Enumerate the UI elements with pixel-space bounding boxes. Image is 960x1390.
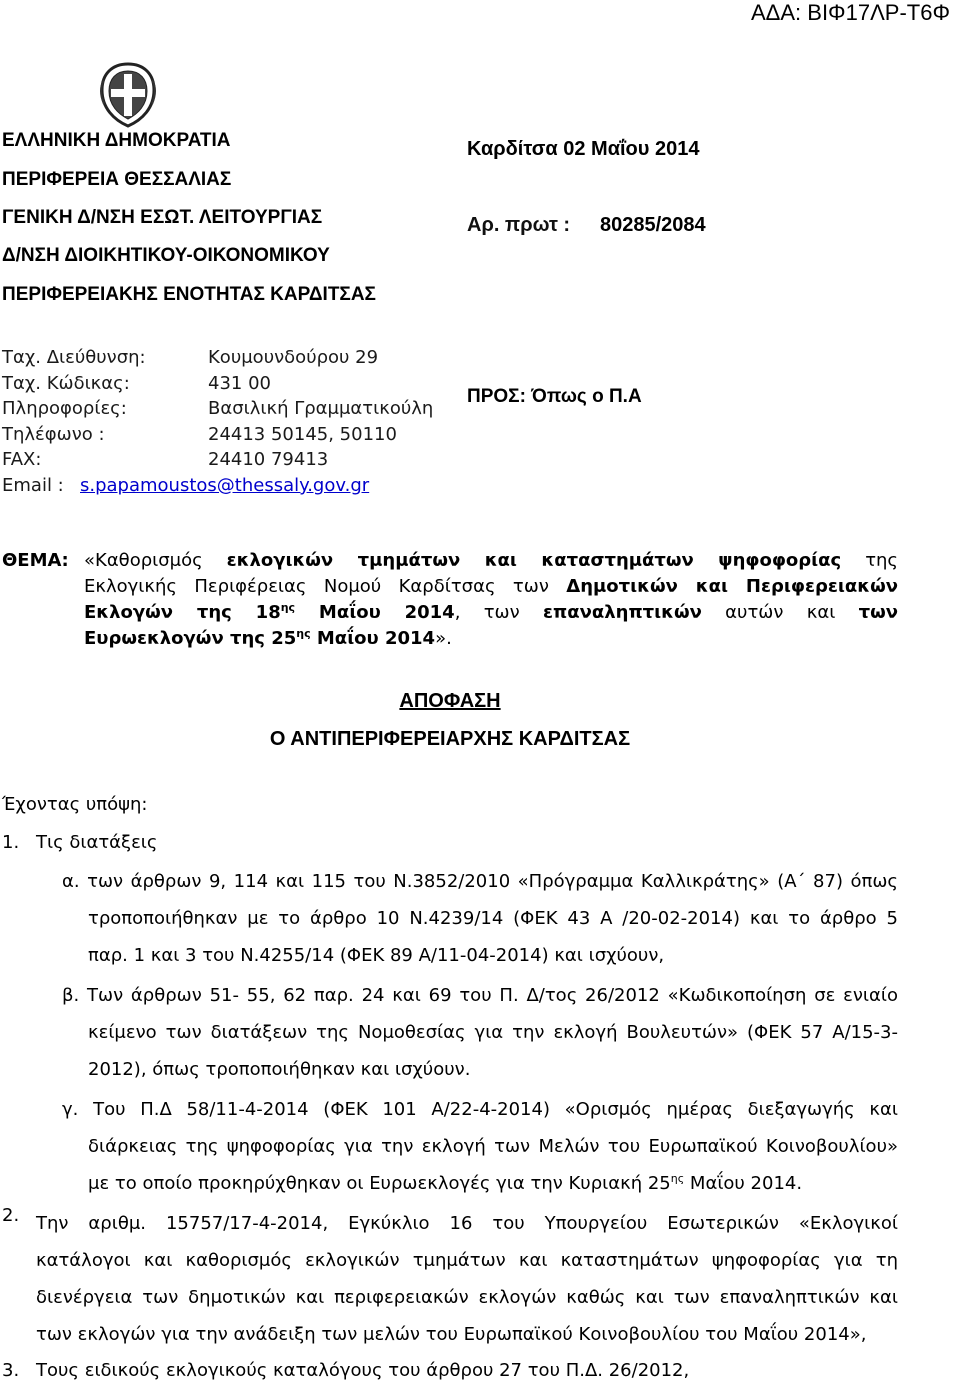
item-1a-line-3: παρ. 1 και 3 του Ν.4255/14 (ΦΕΚ 89 Α/11-04-2014) και ισχύουν, bbox=[88, 945, 665, 966]
item-1a-cont bbox=[88, 900, 898, 974]
subject-text: ». bbox=[435, 628, 452, 649]
decision-title: ΑΠΟΦΑΣΗ bbox=[399, 690, 501, 712]
item-1a-line-1: α. των άρθρων 9, 114 και 115 του Ν.3852/2010 «Πρόγραμμα Καλλικράτης» (Α΄ 87) όπως bbox=[62, 871, 898, 892]
ref-number: 80285/2084 bbox=[600, 214, 706, 236]
item-1c bbox=[62, 1091, 898, 1128]
decision-authority: Ο ΑΝΤΙΠΕΡΙΦΕΡΕΙΑΡΧΗΣ ΚΑΡΔΙΤΣΑΣ bbox=[269, 728, 631, 750]
document-date: Καρδίτσα 02 Μαΐου 2014 bbox=[467, 138, 700, 160]
subject-line-2 bbox=[2, 574, 898, 600]
ordinal-suffix: ης bbox=[296, 627, 311, 640]
item-2-line-3: διενέργεια των δημοτικών και περιφερειακών εκλογών καθώς και των επαναληπτικών και bbox=[36, 1287, 898, 1308]
item-1c-text: Μαΐου 2014. bbox=[684, 1173, 803, 1194]
postcode-label: Ταχ. Κώδικας: bbox=[2, 373, 130, 394]
issuer-line-5: ΠΕΡΙΦΕΡΕΙΑΚΗΣ ΕΝΟΤΗΤΑΣ ΚΑΡΔΙΤΣΑΣ bbox=[2, 284, 376, 305]
item-1a bbox=[62, 863, 898, 900]
subject-bold-text: εκλογικών τμημάτων και καταστημάτων ψηφοφορίας bbox=[226, 550, 842, 571]
email-link[interactable]: s.papamoustos@thessaly.gov.gr bbox=[80, 475, 370, 496]
item-2-line-2: κατάλογοι και καθορισμός εκλογικών τμημάτων και καταστημάτων ψηφοφορίας για τη bbox=[36, 1250, 898, 1271]
issuer-line-1: ΕΛΛΗΝΙΚΗ ΔΗΜΟΚΡΑΤΙΑ bbox=[2, 130, 231, 151]
subject-text: αυτών και bbox=[701, 602, 859, 623]
subject-text: , των bbox=[454, 602, 543, 623]
item-1c-line-1: γ. Του Π.Δ 58/11-4-2014 (ΦΕΚ 101 Α/22-4-2014) «Ορισμός ημέρας διεξαγωγής και bbox=[62, 1099, 898, 1120]
item-1b-line-2: κείμενο των διατάξεων της Νομοθεσίας για την εκλογή Βουλευτών» (ΦΕΚ 57 Α/15-3- bbox=[88, 1022, 898, 1043]
ordinal-suffix: ης bbox=[670, 1172, 685, 1185]
ordinal-suffix: ης bbox=[280, 601, 296, 614]
item-1c-line-3 bbox=[88, 1165, 898, 1202]
ref-label: Αρ. πρωτ : bbox=[467, 214, 571, 236]
subject-text: «Καθορισμός bbox=[84, 550, 227, 571]
email-label: Email : bbox=[2, 475, 64, 496]
recipient: ΠΡΟΣ: Όπως ο Π.Α bbox=[467, 386, 642, 407]
subject-bold-text: Εκλογών της 18 bbox=[84, 602, 281, 623]
info-value: Βασιλική Γραμματικούλη bbox=[208, 398, 434, 419]
subject-label: ΘΕΜΑ: bbox=[2, 550, 69, 571]
item-1b bbox=[62, 977, 898, 1014]
considering-heading: Έχοντας υπόψη: bbox=[2, 794, 148, 815]
fax-label: FAX: bbox=[2, 449, 42, 470]
subject-text: της bbox=[841, 550, 898, 571]
item-1b-line-1: β. Των άρθρων 51- 55, 62 παρ. 24 και 69 του Π. Δ/τος 26/2012 «Κωδικοποίηση σε ενιαίο bbox=[62, 985, 898, 1006]
item-1-number: 1. bbox=[2, 832, 20, 853]
subject-bold-text: Μαΐου 2014 bbox=[295, 602, 455, 623]
item-1b-line-3: 2012), όπως τροποποιήθηκαν και ισχύουν. bbox=[88, 1059, 471, 1080]
subject-line-1 bbox=[2, 548, 898, 574]
item-3-text: Τους ειδικούς εκλογικούς καταλόγους του άρθρου 27 του Π.Δ. 26/2012, bbox=[36, 1360, 690, 1381]
item-1c-cont bbox=[88, 1128, 898, 1202]
info-label: Πληροφορίες: bbox=[2, 398, 127, 419]
subject-text: Εκλογικής Περιφέρειας Νομού Καρδίτσας των bbox=[84, 576, 567, 597]
issuer-line-4: Δ/ΝΣΗ ΔΙΟΙΚΗΤΙΚΟΥ-ΟΙΚΟΝΟΜΙΚΟΥ bbox=[2, 245, 330, 266]
postcode-value: 431 00 bbox=[208, 373, 271, 394]
subject-line-3 bbox=[2, 600, 898, 626]
subject-bold-text: Ευρωεκλογών της 25 bbox=[84, 628, 297, 649]
address-value: Κουμουνδούρου 29 bbox=[208, 347, 379, 368]
subject-block bbox=[2, 548, 898, 652]
phone-label: Τηλέφωνο : bbox=[2, 424, 105, 445]
subject-bold-text: των bbox=[858, 602, 898, 623]
fax-value: 24410 79413 bbox=[208, 449, 329, 470]
subject-bold-text: Δημοτικών και Περιφερειακών bbox=[566, 576, 898, 597]
item-3-number: 3. bbox=[2, 1360, 20, 1381]
item-2-line-4: των εκλογών για την ανάδειξη των μελών του Ευρωπαϊκού Κοινοβουλίου του Μαΐου 2014», bbox=[36, 1324, 867, 1345]
issuer-line-3: ΓΕΝΙΚΗ Δ/ΝΣΗ ΕΣΩΤ. ΛΕΙΤΟΥΡΓΙΑΣ bbox=[2, 207, 323, 228]
item-1a-line-2: τροποποιήθηκαν με το άρθρο 10 Ν.4239/14 (ΦΕΚ 43 Α /20-02-2014) και το άρθρο 5 bbox=[88, 908, 898, 929]
item-1c-text: με το οποίο προκηρύχθηκαν οι Ευρωεκλογές για την Κυριακή 25 bbox=[88, 1173, 671, 1194]
item-1c-line-2: διάρκειας της ψηφοφορίας για την εκλογή των Μελών του Ευρωπαϊκού Κοινοβουλίου» bbox=[88, 1136, 898, 1157]
item-2-line-1: Την αριθμ. 15757/17-4-2014, Εγκύκλιο 16 του Υπουργείου Εσωτερικών «Εκλογικοί bbox=[36, 1213, 898, 1234]
item-1-text: Τις διατάξεις bbox=[36, 832, 158, 853]
item-2 bbox=[36, 1205, 898, 1353]
item-1b-cont bbox=[88, 1014, 898, 1088]
issuer-line-2: ΠΕΡΙΦΕΡΕΙΑ ΘΕΣΣΑΛΙΑΣ bbox=[2, 169, 232, 190]
ada-code: ΑΔΑ: ΒΙΦ17ΛΡ-Τ6Φ bbox=[751, 0, 950, 25]
subject-bold-text: επαναληπτικών bbox=[542, 602, 702, 623]
coat-of-arms-icon bbox=[94, 60, 162, 130]
address-label: Ταχ. Διεύθυνση: bbox=[2, 347, 146, 368]
item-2-number: 2. bbox=[2, 1205, 20, 1226]
subject-bold-text: Μαΐου 2014 bbox=[310, 628, 436, 649]
phone-value: 24413 50145, 50110 bbox=[208, 424, 397, 445]
subject-line-4 bbox=[2, 626, 898, 652]
